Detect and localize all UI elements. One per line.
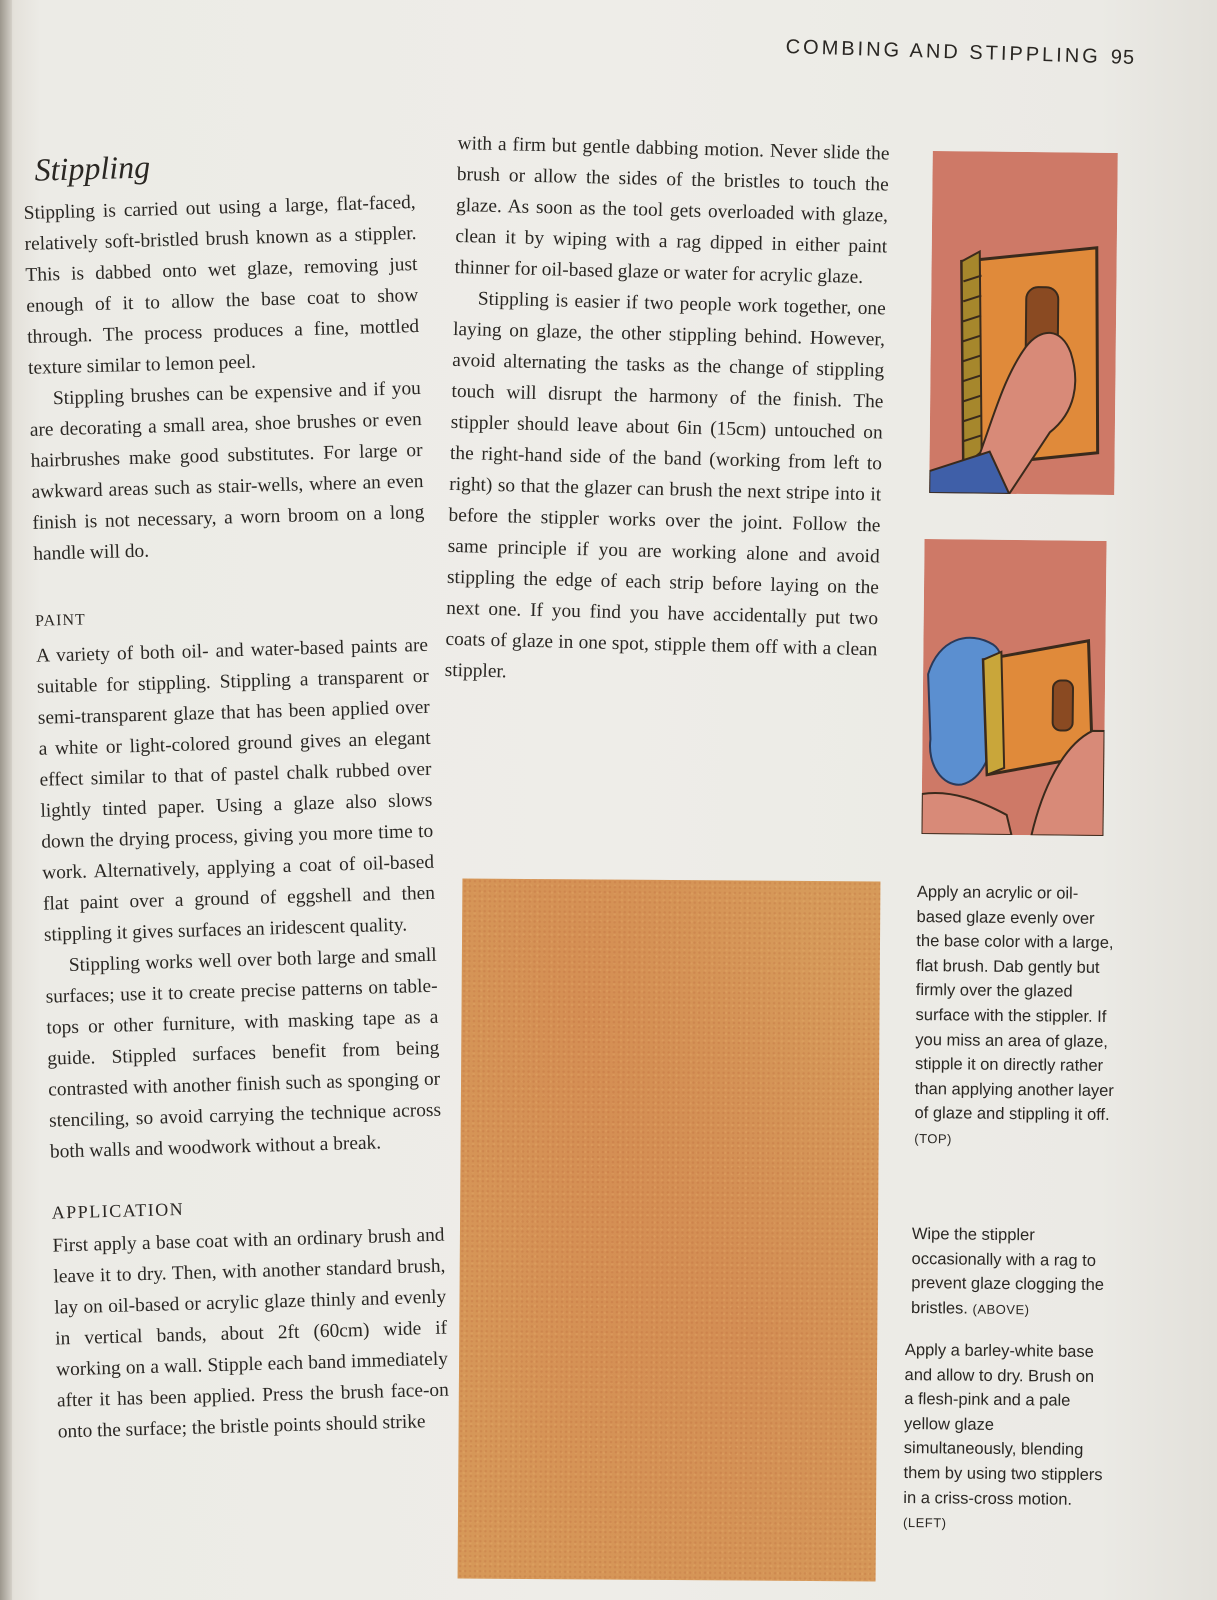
caption-text: Wipe the stippler occasionally with a rag to prevent glaze clogging the bristles. (911, 1224, 1105, 1318)
intro-paragraph: Stippling brushes can be expensive and if you are decorating a small area, shoe brushes or even hairbrushes make good substitutes. For large or awkward areas such as stair-wells, where an even finish is not necessary, a worn broom on a long handle will do. (29, 377, 425, 565)
caption-text: Apply a barley-white base and allow to dry. Brush on a flesh-pink and a pale yellow glaze simultaneously, blending them by using two stipplers in a criss-cross motion. (903, 1340, 1103, 1509)
intro-paragraph: Stippling is carried out using a large, flat-faced, relatively soft-bristled brush known as a stippler. This is dabbed onto wet glaze, removing just enough of it to allow the base coat to show through. The process produces a fine, mottled texture similar to lemon peel. (23, 192, 420, 379)
caption-left (903, 1338, 1105, 1538)
caption-tag: (TOP) (914, 1130, 953, 1147)
stippler-wiped-with-rag-icon (921, 539, 1106, 836)
caption-tag: (ABOVE) (972, 1301, 1030, 1318)
page-number: 95 (1110, 46, 1136, 69)
stipple-texture (458, 879, 881, 1582)
stippler-brush-with-hand-icon (929, 151, 1118, 495)
left-text-column (22, 139, 450, 1447)
paint-paragraph: Stippling works well over both large and small surfaces; use it to create precise patterns on table-tops or other furniture, with masking tape as a guide. Stippled surfaces benefit from being contrasted with another finish such as sponging or stenciling, so avoid carrying the technique across both walls and woodwork without a break. (45, 944, 442, 1163)
section-title: COMBING AND STIPPLING (785, 36, 1102, 68)
section-heading: Stippling (34, 148, 151, 188)
caption-above (911, 1222, 1112, 1323)
paint-subheading: PAINT (34, 611, 87, 630)
body-paragraph: Stippling is easier if two people work together, one laying on glaze, the other stippling behind. However, avoid alternating the tasks as the change of stippling touch will disrupt the harmony of the finish. The stippler should leave about 6in (15cm) untouched on the right-hand side of the band (working from left to right) so that the glazer can brush the next stripe into it before the stippler works over the joint. Follow the same principle if you are working alone and avoid stippling the edge of each strip before laying on the next one. If you find you have accidentally put two coats of glaze in one spot, stipple them off with a clean stippler. (444, 288, 886, 683)
stippled-finish-sample (458, 879, 881, 1582)
right-text-column (444, 128, 890, 696)
body-paragraph: with a firm but gentle dabbing motion. Never slide the brush or allow the sides of the bristles to touch the glaze. As soon as the tool gets overloaded with glaze, clean it by wiping with a rag dipped in either paint thinner for oil-based glaze or water for acrylic glaze. (454, 132, 890, 288)
caption-text: Apply an acrylic or oil-based glaze evenly over the base color with a large, flat brush. Dab gently but firmly over the glazed surface with the stippler. If you miss an area of glaze, stipple it on directly rather than applying another layer of glaze and stippling it off. (914, 882, 1114, 1125)
caption-tag: (LEFT) (902, 1515, 947, 1531)
paint-paragraph: A variety of both oil- and water-based paints are suitable for stippling. Stippling a transparent or semi-transparent glaze that has been applied over a white or light-colored ground gives an elegant effect similar to that of pastel chalk rubbed over lightly tinted paper. Using a glaze also slows down the drying process, giving you more time to work. Alternatively, applying a coat of oil-based flat paint over a ground of eggshell and then stippling it gives surfaces an iridescent quality. (35, 634, 436, 946)
caption-top (914, 880, 1117, 1154)
book-gutter (0, 0, 12, 1600)
application-subheading: APPLICATION (51, 1198, 185, 1223)
running-header (785, 36, 1135, 70)
application-paragraph: First apply a base coat with an ordinary brush and leave it to dry. Then, with another standard brush, lay on oil-based or acrylic glaze thinly and evenly in vertical bands, about 2ft (60cm) wide if working on a wall. Stipple each band immediately after it has been applied. Press the brush face-on onto the surface; the bristle points should strike (52, 1224, 450, 1443)
